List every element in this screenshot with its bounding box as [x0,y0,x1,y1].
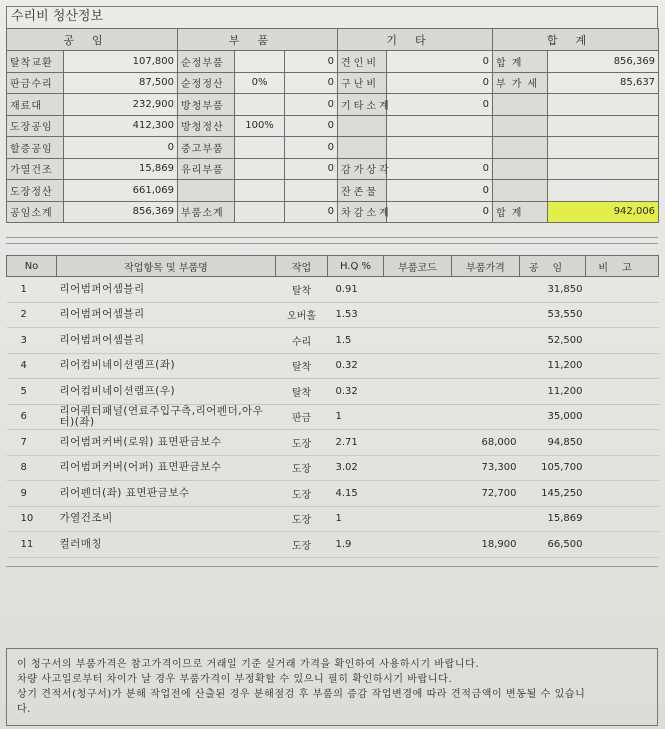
summary-row [7,158,659,180]
summary-row [7,115,659,137]
labor-label: 도장정산 [7,180,64,202]
summary-row [7,137,659,159]
parts-rate: 100% [235,115,285,137]
item-labor: 11,200 [520,353,586,379]
notice-line: 다. [17,704,32,715]
item-labor: 31,850 [520,277,586,303]
labor-label: 공임소계 [7,201,64,223]
other-value [387,137,493,159]
total-value: 856,369 [548,51,659,73]
total-header: 합계 [493,29,659,51]
settlement-summary-table [6,28,659,223]
item-name: 컬러매칭 [57,532,276,558]
table-row [7,328,659,354]
item-hq: 0.32 [328,353,384,379]
item-hq: 1 [328,404,384,430]
item-work: 탈착 [276,353,328,379]
labor-value: 856,369 [64,201,178,223]
parts-label: 중고부품 [178,137,235,159]
parts-rate [235,201,285,223]
item-note [586,481,659,507]
item-no: 11 [7,532,57,558]
item-note [586,455,659,481]
item-price: 72,700 [452,481,520,507]
summary-row [7,51,659,73]
total-label: 부가세 [493,72,548,94]
parts-label: 순정부품 [178,51,235,73]
item-hq: 1.53 [328,302,384,328]
item-code [384,404,452,430]
item-price [452,302,520,328]
total-label [493,115,548,137]
summary-row [7,201,659,223]
work-items-table [6,255,659,558]
total-value [548,137,659,159]
col-price: 부품가격 [452,256,520,277]
item-code [384,328,452,354]
item-name: 리어쿼터패널(연료주입구측,리어펜더,아우터)(좌) [57,404,276,430]
total-label [493,137,548,159]
table-row [7,506,659,532]
item-work: 판금 [276,404,328,430]
item-name: 리어범퍼어셈블리 [57,302,276,328]
item-labor: 15,869 [520,506,586,532]
table-row [7,353,659,379]
item-labor: 11,200 [520,379,586,405]
labor-value: 661,069 [64,180,178,202]
item-name: 리어범퍼커버(어퍼) 표면판금보수 [57,455,276,481]
parts-label: 부품소계 [178,201,235,223]
labor-header: 공임 [7,29,178,51]
item-code [384,379,452,405]
item-hq: 1.5 [328,328,384,354]
divider [6,243,658,244]
labor-value: 87,500 [64,72,178,94]
divider [6,566,658,567]
total-value [548,180,659,202]
item-no: 7 [7,430,57,456]
summary-header-row [7,29,659,51]
table-row [7,430,659,456]
item-no: 3 [7,328,57,354]
item-hq: 3.02 [328,455,384,481]
col-note: 비고 [586,256,659,277]
other-label [338,137,387,159]
other-label: 구난비 [338,72,387,94]
col-code: 부품코드 [384,256,452,277]
item-no: 4 [7,353,57,379]
item-hq: 1.9 [328,532,384,558]
other-label: 기타소계 [338,94,387,116]
labor-value: 0 [64,137,178,159]
labor-value: 232,900 [64,94,178,116]
parts-header: 부품 [178,29,338,51]
item-price [452,379,520,405]
parts-value: 0 [285,94,338,116]
total-value [548,94,659,116]
parts-rate [235,137,285,159]
item-name: 리어펜더(좌) 표면판금보수 [57,481,276,507]
other-header: 기타 [338,29,493,51]
labor-value: 412,300 [64,115,178,137]
labor-value: 107,800 [64,51,178,73]
total-value: 85,637 [548,72,659,94]
parts-label: 방청부품 [178,94,235,116]
other-label: 차감소계 [338,201,387,223]
parts-value [285,180,338,202]
labor-label: 탈착교환 [7,51,64,73]
parts-value: 0 [285,158,338,180]
summary-row [7,94,659,116]
item-no: 6 [7,404,57,430]
other-label: 감가상각 [338,158,387,180]
item-name: 리어범퍼어셈블리 [57,328,276,354]
item-code [384,532,452,558]
item-labor: 35,000 [520,404,586,430]
labor-label: 재료대 [7,94,64,116]
other-value: 0 [387,51,493,73]
parts-label: 유리부품 [178,158,235,180]
item-work: 탈착 [276,379,328,405]
col-work: 작업 [276,256,328,277]
table-row [7,277,659,303]
item-no: 10 [7,506,57,532]
item-price [452,353,520,379]
item-work: 도장 [276,430,328,456]
item-note [586,328,659,354]
item-price: 18,900 [452,532,520,558]
item-work: 도장 [276,532,328,558]
item-labor: 94,850 [520,430,586,456]
notice-line: 상기 견적서(청구서)가 분해 작업전에 산출된 경우 분해점검 후 부품의 증감 작업변경에 따라 견적금액이 변동될 수 있습니 [17,689,586,700]
labor-label: 판금수리 [7,72,64,94]
item-code [384,506,452,532]
item-code [384,302,452,328]
total-value [548,115,659,137]
parts-label: 방청정산 [178,115,235,137]
total-value: 942,006 [548,201,659,223]
item-code [384,455,452,481]
item-note [586,302,659,328]
item-no: 8 [7,455,57,481]
item-code [384,430,452,456]
labor-label: 도장공임 [7,115,64,137]
total-label [493,158,548,180]
total-label [493,180,548,202]
item-note [586,532,659,558]
labor-value: 15,869 [64,158,178,180]
item-work: 탈착 [276,277,328,303]
item-labor: 53,550 [520,302,586,328]
item-note [586,277,659,303]
item-note [586,353,659,379]
other-label: 잔존물 [338,180,387,202]
item-no: 9 [7,481,57,507]
labor-label: 가열건조 [7,158,64,180]
total-label: 합계 [493,201,548,223]
other-label: 견인비 [338,51,387,73]
item-name: 리어컴비네이션램프(좌) [57,353,276,379]
item-labor: 66,500 [520,532,586,558]
item-work: 오버홀 [276,302,328,328]
other-value: 0 [387,201,493,223]
other-value: 0 [387,94,493,116]
item-work: 수리 [276,328,328,354]
col-labor: 공임 [520,256,586,277]
labor-label: 할증공임 [7,137,64,159]
table-row [7,302,659,328]
item-note [586,404,659,430]
item-code [384,353,452,379]
table-row [7,532,659,558]
parts-rate [235,51,285,73]
item-labor: 52,500 [520,328,586,354]
item-hq: 0.32 [328,379,384,405]
section-title: 수리비 청산정보 [6,6,658,28]
item-work: 도장 [276,455,328,481]
notice-line: 차량 사고일로부터 차이가 날 경우 부품가격이 부정확할 수 있으니 필히 확인하시기 바랍니다. [17,674,453,685]
item-price: 73,300 [452,455,520,481]
other-value: 0 [387,72,493,94]
divider [6,237,658,238]
other-value: 0 [387,180,493,202]
summary-row [7,72,659,94]
item-no: 2 [7,302,57,328]
item-price [452,506,520,532]
summary-row [7,180,659,202]
parts-rate [235,180,285,202]
item-note [586,379,659,405]
parts-rate: 0% [235,72,285,94]
other-value: 0 [387,158,493,180]
item-note [586,506,659,532]
col-no: No [7,256,57,277]
item-hq: 1 [328,506,384,532]
table-row [7,379,659,405]
parts-value: 0 [285,51,338,73]
other-value [387,115,493,137]
notice-box [6,648,658,726]
item-price [452,277,520,303]
notice-line: 이 청구서의 부품가격은 참고가격이므로 거래일 기준 실거래 가격을 확인하여 사용하시기 바랍니다. [17,659,480,670]
parts-value: 0 [285,201,338,223]
total-value [548,158,659,180]
item-price: 68,000 [452,430,520,456]
item-name: 리어컴비네이션램프(우) [57,379,276,405]
other-label [338,115,387,137]
item-code [384,481,452,507]
table-row [7,404,659,430]
parts-value: 0 [285,72,338,94]
parts-label: 순정정산 [178,72,235,94]
item-name: 리어범퍼커버(로워) 표면판금보수 [57,430,276,456]
parts-label [178,180,235,202]
item-labor: 145,250 [520,481,586,507]
total-label: 합계 [493,51,548,73]
parts-rate [235,158,285,180]
parts-value: 0 [285,137,338,159]
item-work: 도장 [276,481,328,507]
item-name: 리어범퍼어셈블리 [57,277,276,303]
item-hq: 0.91 [328,277,384,303]
table-row [7,455,659,481]
total-label [493,94,548,116]
items-header-row [7,256,659,277]
parts-value: 0 [285,115,338,137]
item-code [384,277,452,303]
table-row [7,481,659,507]
item-no: 5 [7,379,57,405]
item-price [452,328,520,354]
item-price [452,404,520,430]
item-note [586,430,659,456]
item-no: 1 [7,277,57,303]
item-work: 도장 [276,506,328,532]
col-name: 작업항목 및 부품명 [57,256,276,277]
item-labor: 105,700 [520,455,586,481]
item-name: 가열건조비 [57,506,276,532]
parts-rate [235,94,285,116]
item-hq: 4.15 [328,481,384,507]
col-hq: H.Q % [328,256,384,277]
item-hq: 2.71 [328,430,384,456]
